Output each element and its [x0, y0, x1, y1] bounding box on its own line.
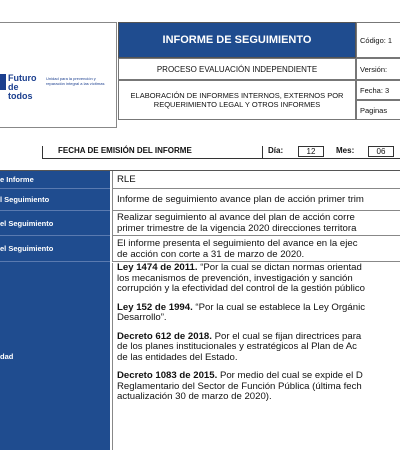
row-label: el Seguimiento [0, 211, 110, 236]
meta-version: Versión: [356, 58, 400, 80]
report-title: INFORME DE SEGUIMIENTO [118, 22, 356, 58]
month-value: 06 [368, 146, 394, 157]
norm-paragraph: Ley 1474 de 2011. “Por la cual se dictan normas orientad los mecanismos de prevención, investigación y sanción corrupción y la efectividad del control de la gestión público [117, 263, 365, 294]
divider [42, 146, 43, 158]
norm-paragraph: Ley 152 de 1994. “Por la cual se establece la Ley Orgánic Desarrollo”. [117, 301, 365, 323]
normativity-cell [112, 263, 400, 450]
norm-paragraph: Decreto 612 de 2018. Por el cual se fijan directrices para de los planes institucionales y estratégicos al Plan de Ac de las entidades del Estado. [117, 330, 362, 363]
row-value: Informe de seguimiento avance plan de acción primer trim [112, 189, 400, 211]
logo-mark: Futuro de todos [0, 74, 44, 101]
day-label: Día: [268, 146, 284, 155]
row-label: l Seguimiento [0, 189, 110, 211]
month-label: Mes: [336, 146, 355, 155]
row-label: e Informe [0, 171, 110, 189]
emission-label: FECHA DE EMISIÓN DEL INFORME [58, 146, 192, 155]
report-subtitle: ELABORACIÓN DE INFORMES INTERNOS, EXTERNOS POR REQUERIMIENTO LEGAL Y OTROS INFORMES [118, 80, 356, 120]
divider [262, 146, 263, 158]
row-label: el Seguimiento [0, 236, 110, 262]
logo-icon [0, 74, 6, 90]
day-value: 12 [298, 146, 324, 157]
process-name: PROCESO EVALUACIÓN INDEPENDIENTE [118, 58, 356, 80]
meta-pages: Paginas [356, 100, 400, 120]
logo-tagline: Unidad para la prevención y reparación integral a las víctimas [46, 76, 105, 86]
norm-paragraph: Decreto 1083 de 2015. Por medio del cual se expide el D Reglamentario del Sector de Función Pública (última fech actualización 30 de marzo de 2020). [117, 370, 363, 402]
row-label: dad [0, 262, 110, 450]
row-value: RLE [112, 171, 400, 189]
row-value: Realizar seguimiento al avance del plan de acción corre primer trimestre de la vigencia 2020 direcciones territora [112, 211, 400, 236]
row-value: El informe presenta el seguimiento del avance en la ejec de acción con corte a 31 de marzo de 2020. [112, 236, 400, 262]
meta-code: Código: 1 [356, 22, 400, 58]
meta-date: Fecha: 3 [356, 80, 400, 100]
